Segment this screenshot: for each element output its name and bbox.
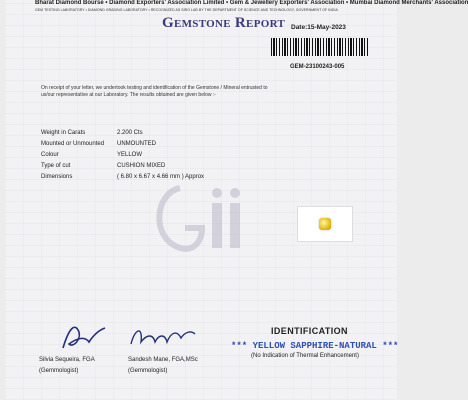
signatory-1-name: Silvia Sequeira, FGA bbox=[39, 357, 95, 363]
signatory-1-role: (Gemmologist) bbox=[39, 368, 79, 374]
signatory-2-role: (Gemmologist) bbox=[128, 368, 168, 374]
detail-row-colour bbox=[41, 149, 251, 160]
detail-label: Mounted or Unmounted bbox=[41, 140, 105, 147]
report-title: Gemstone Report bbox=[162, 15, 286, 31]
report-sheet bbox=[5, 0, 468, 400]
header-associations: Bharat Diamond Bourse • Diamond Exporters' Association Limited • Gem & Jewellery Exporters' Association • Mumbai Diamond Merchants' Association bbox=[35, 0, 468, 6]
detail-label: Weight in Carats bbox=[41, 129, 86, 136]
yellow-gem-icon bbox=[319, 218, 331, 230]
gii-watermark-logo bbox=[140, 168, 270, 268]
detail-label: Type of cut bbox=[41, 162, 71, 169]
detail-value: 2.200 Cts bbox=[117, 129, 143, 136]
intro-text: On receipt of your letter, we undertook testing and identification of the Gemstone / Mineral entrusted to us/our representative at our Laboratory. The results obtained are given below :- bbox=[41, 85, 268, 98]
signature-1-icon bbox=[55, 318, 115, 356]
detail-value: CUSHION MIXED bbox=[117, 162, 166, 169]
identification-heading: IDENTIFICATION bbox=[271, 326, 348, 336]
gem-photo bbox=[297, 206, 353, 242]
report-date: Date:15-May-2023 bbox=[291, 24, 346, 31]
signatory-2-name: Sandesh Mane, FGA,MSc bbox=[128, 357, 198, 363]
report-number: GEM-23100243-005 bbox=[290, 64, 345, 70]
detail-label: Colour bbox=[41, 151, 59, 158]
detail-row-mounting bbox=[41, 138, 251, 149]
detail-value: UNMOUNTED bbox=[117, 140, 156, 147]
identification-result: *** YELLOW SAPPHIRE-NATURAL *** bbox=[231, 341, 399, 351]
detail-row-weight bbox=[41, 127, 251, 138]
header-lab-info: GEM TESTING LABORATORY • DIAMOND GRADING LABORATORY • RECOGNIZED AS SIRO LAB BY THE DEPARTMENT OF SCIENCE AND TECHNOLOGY, GOVERNMENT OF INDIA bbox=[35, 8, 338, 12]
barcode-icon bbox=[271, 38, 369, 56]
detail-value: YELLOW bbox=[117, 151, 143, 158]
signature-2-icon bbox=[125, 320, 200, 354]
identification-note: (No Indication of Thermal Enhancement) bbox=[251, 353, 359, 359]
detail-value: ( 6.80 x 6.67 x 4.66 mm ) Approx bbox=[117, 173, 205, 180]
detail-label: Dimensions bbox=[41, 173, 73, 180]
